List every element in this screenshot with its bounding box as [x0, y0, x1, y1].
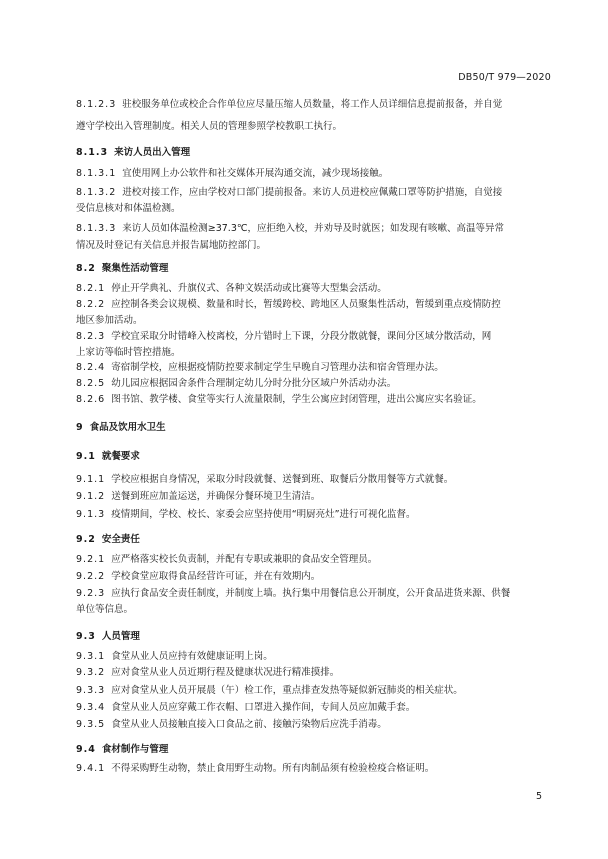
- clause-text: 聚集性活动管理: [101, 263, 169, 274]
- clause-text: 学校宜采取分时错峰入校离校，分片错时上下课，分段分散就餐，课间分区域分散活动，网: [111, 331, 492, 342]
- clause-text: 上家访等临时管控措施。: [76, 347, 181, 358]
- paragraph-line: [76, 570, 536, 583]
- paragraph-line: [76, 282, 536, 295]
- clause-text: 来访人员如体温检测≥37.3℃，应拒绝入校，并劝导及时就医；如发现有咳嗽、高温等异常: [122, 223, 505, 234]
- paragraph-line: [76, 186, 536, 199]
- paragraph-line: [76, 222, 536, 235]
- clause-text: 学校应根据自身情况，采取分时段就餐、送餐到班、取餐后分散用餐等方式就餐。: [111, 474, 454, 485]
- section-heading: [76, 533, 536, 546]
- clause-text: 图书馆、教学楼、食堂等实行人流量限制，学生公寓应封闭管理，进出公寓应实名验证。: [111, 394, 482, 405]
- clause-text: 情况及时登记有关信息并报告属地防控部门。: [76, 240, 267, 251]
- paragraph-line: [76, 718, 536, 731]
- clause-text: 应对食堂从业人员开展晨（午）检工作，重点排查发热等疑似新冠肺炎的相关症状。: [111, 685, 463, 696]
- clause-text: 寄宿制学校，应根据疫情防控要求制定学生早晚自习管理办法和宿舍管理办法。: [111, 362, 444, 373]
- clause-number: 9.1: [76, 451, 96, 462]
- clause-number: 9.2.2: [76, 571, 106, 582]
- clause-number: 9: [76, 422, 84, 433]
- clause-number: 8.2.4: [76, 362, 106, 373]
- clause-text: 停止开学典礼、升旗仪式、各种文娱活动或比赛等大型集会活动。: [111, 283, 387, 294]
- clause-number: 9.3.3: [76, 685, 106, 696]
- clause-number: 8.2.1: [76, 283, 106, 294]
- clause-text: 食堂从业人员接触直接入口食品之前、接触污染物后应洗手消毒。: [111, 719, 387, 730]
- clause-number: 8.2: [76, 263, 96, 274]
- clause-text: 单位等信息。: [76, 604, 134, 615]
- section-heading: [76, 743, 536, 756]
- clause-text: 就餐要求: [101, 451, 140, 462]
- clause-text: 食堂从业人员应持有效健康证明上岗。: [111, 651, 273, 662]
- page-number: 5: [536, 791, 543, 802]
- paragraph-line: [76, 553, 536, 566]
- paragraph-line: [76, 239, 536, 252]
- clause-number: 9.1.2: [76, 491, 106, 502]
- paragraph-line: [76, 701, 536, 714]
- paragraph-line: [76, 490, 536, 503]
- clause-text: 幼儿园应根据园舍条件合理制定幼儿分时分批分区域户外活动办法。: [111, 378, 397, 389]
- section-heading: [76, 421, 536, 434]
- paragraph-line: [76, 167, 536, 180]
- paragraph-line: [76, 684, 536, 697]
- clause-text: 人员管理: [101, 631, 140, 642]
- clause-text: 应严格落实校长负责制，并配有专职或兼职的食品安全管理员。: [111, 554, 378, 565]
- clause-number: 8.2.6: [76, 394, 106, 405]
- clause-text: 送餐到班应加盖运送，并确保分餐环境卫生清洁。: [111, 491, 321, 502]
- paragraph-line: [76, 473, 536, 486]
- paragraph-line: [76, 298, 536, 311]
- paragraph-line: [76, 98, 536, 111]
- clause-number: 9.3: [76, 631, 96, 642]
- clause-text: 地区参加活动。: [76, 315, 143, 326]
- clause-text: 食材制作与管理: [101, 744, 169, 755]
- clause-text: 进校对接工作，应由学校对口部门提前报备。来访人员进校应佩戴口罩等防护措施，自觉接: [122, 187, 503, 198]
- clause-text: 遵守学校出入管理制度。相关人员的管理参照学校教职工执行。: [76, 121, 343, 132]
- clause-number: 9.2.1: [76, 554, 106, 565]
- clause-text: 驻校服务单位或校企合作单位应尽量压缩人员数量，将工作人员详细信息提前报备，并自觉: [122, 99, 503, 110]
- document-code: DB50/T 979—2020: [458, 72, 551, 83]
- clause-text: 受信息核对和体温检测。: [76, 203, 181, 214]
- clause-text: 学校食堂应取得食品经营许可证，并在有效期内。: [111, 571, 321, 582]
- clause-text: 应对食堂从业人员近期行程及健康状况进行精准摸排。: [111, 667, 340, 678]
- clause-number: 9.2.3: [76, 588, 106, 599]
- paragraph-line: [76, 330, 536, 343]
- clause-text: 食品及饮用水卫生: [89, 422, 166, 433]
- clause-number: 8.2.5: [76, 378, 106, 389]
- clause-number: 9.1.1: [76, 474, 106, 485]
- paragraph-line: [76, 377, 536, 390]
- clause-number: 8.1.3: [76, 147, 109, 158]
- clause-number: 9.3.5: [76, 719, 106, 730]
- clause-number: 9.2: [76, 534, 96, 545]
- paragraph-line: [76, 587, 536, 600]
- section-heading: [76, 630, 536, 643]
- clause-number: 9.4.1: [76, 763, 106, 774]
- clause-number: 8.2.2: [76, 299, 106, 310]
- paragraph-line: [76, 666, 536, 679]
- section-heading: [76, 146, 536, 159]
- clause-number: 9.3.2: [76, 667, 106, 678]
- paragraph-line: [76, 361, 536, 374]
- clause-number: 8.1.3.2: [76, 187, 117, 198]
- clause-number: 8.1.3.1: [76, 168, 117, 179]
- clause-text: 不得采购野生动物，禁止食用野生动物。所有肉制品须有检验检疫合格证明。: [111, 763, 435, 774]
- section-heading: [76, 262, 536, 275]
- clause-text: 安全责任: [101, 534, 140, 545]
- paragraph-line: [76, 508, 536, 521]
- clause-text: 应执行食品安全责任制度，并制度上墙。执行集中用餐信息公开制度，公开食品进货来源、供餐: [111, 588, 511, 599]
- clause-text: 应控制各类会议规模、数量和时长，暂缓跨校、跨地区人员聚集性活动，暂缓到重点疫情防控: [111, 299, 501, 310]
- clause-number: 9.3.4: [76, 702, 106, 713]
- section-heading: [76, 450, 536, 463]
- clause-number: 8.1.2.3: [76, 99, 117, 110]
- clause-text: 食堂从业人员应穿戴工作衣帽、口罩进入操作间，专间人员应加戴手套。: [111, 702, 416, 713]
- clause-number: 9.4: [76, 744, 96, 755]
- paragraph-line: [76, 393, 536, 406]
- paragraph-line: [76, 120, 536, 133]
- clause-number: 8.2.3: [76, 331, 106, 342]
- paragraph-line: [76, 650, 536, 663]
- paragraph-line: [76, 346, 536, 359]
- clause-number: 9.3.1: [76, 651, 106, 662]
- clause-text: 宜使用网上办公软件和社交媒体开展沟通交流，减少现场接触。: [122, 168, 389, 179]
- clause-text: 来访人员出入管理: [114, 147, 191, 158]
- paragraph-line: [76, 202, 536, 215]
- clause-number: 8.1.3.3: [76, 223, 117, 234]
- paragraph-line: [76, 603, 536, 616]
- paragraph-line: [76, 762, 536, 775]
- clause-text: 疫情期间，学校、校长、家委会应坚持使用“明厨亮灶”进行可视化监督。: [111, 509, 416, 520]
- paragraph-line: [76, 314, 536, 327]
- clause-number: 9.1.3: [76, 509, 106, 520]
